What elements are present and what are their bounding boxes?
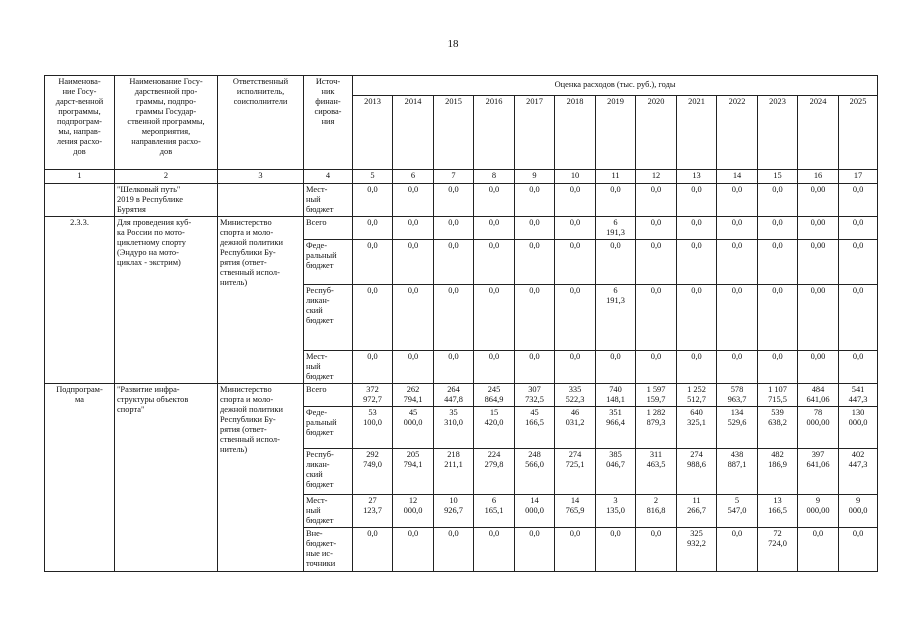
expense-value: 0,0 (839, 351, 878, 384)
expense-value: 0,0 (636, 351, 677, 384)
program-code: Подпрограм- ма (45, 384, 115, 572)
header-program: Наименова- ние Госу- дарст-венной программы, подпрограм- мы, направ- ления расхо- дов (45, 76, 115, 170)
executor-name: Министерство спорта и моло- дежной политики Республики Бу- рятия (ответ- ственный испол- нитель) (218, 384, 304, 572)
column-number: 1 (45, 170, 115, 184)
expense-value: 541 447,3 (839, 384, 878, 407)
funding-source: Феде- ральный бюджет (304, 240, 353, 285)
expense-value: 0,0 (839, 217, 878, 240)
expense-value: 0,0 (677, 351, 717, 384)
funding-source: Всего (304, 217, 353, 240)
column-number: 13 (677, 170, 717, 184)
expense-value: 53 100,0 (353, 407, 393, 449)
expense-value: 325 932,2 (677, 528, 717, 572)
page-number: 18 (447, 38, 459, 50)
expense-value: 0,0 (758, 240, 798, 285)
expense-value: 0,0 (353, 217, 393, 240)
expense-value: 402 447,3 (839, 449, 878, 495)
expense-value: 9 000,00 (798, 495, 839, 528)
program-code (45, 184, 115, 217)
measure-name: "Шелковый путь" 2019 в Республике Бурятия (115, 184, 218, 217)
funding-source: Мест- ный бюджет (304, 495, 353, 528)
column-number: 3 (218, 170, 304, 184)
year-header: 2019 (596, 96, 636, 170)
expense-value: 0,0 (717, 184, 758, 217)
expense-value: 274 988,6 (677, 449, 717, 495)
expense-value: 6 191,3 (596, 217, 636, 240)
year-header: 2018 (555, 96, 596, 170)
expense-value: 539 638,2 (758, 407, 798, 449)
expense-value: 0,0 (677, 217, 717, 240)
expense-value: 0,0 (677, 240, 717, 285)
expense-value: 0,0 (434, 285, 474, 351)
expense-value: 205 794,1 (393, 449, 434, 495)
expense-value: 307 732,5 (515, 384, 555, 407)
year-header: 2016 (474, 96, 515, 170)
measure-name: Для проведения куб- ка России по мото- циклетному спорту (Эндуро на мото- циклах - экстрим) (115, 217, 218, 384)
expense-value: 13 166,5 (758, 495, 798, 528)
funding-source: Вне- бюджет- ные ис- точники (304, 528, 353, 572)
expense-value: 12 000,0 (393, 495, 434, 528)
column-number: 10 (555, 170, 596, 184)
expense-value: 0,0 (393, 240, 434, 285)
expense-value: 72 724,0 (758, 528, 798, 572)
expense-value: 0,0 (636, 240, 677, 285)
expense-value: 0,0 (393, 184, 434, 217)
measure-name: "Развитие инфра- структуры объектов спорта" (115, 384, 218, 572)
expense-value: 0,0 (515, 240, 555, 285)
expense-value: 0,0 (636, 285, 677, 351)
expense-value: 0,0 (839, 184, 878, 217)
column-number: 14 (717, 170, 758, 184)
expense-value: 0,0 (758, 285, 798, 351)
column-number: 12 (636, 170, 677, 184)
expense-value: 0,00 (798, 184, 839, 217)
expense-value: 0,00 (798, 285, 839, 351)
expense-value: 0,0 (474, 351, 515, 384)
expense-value: 1 282 879,3 (636, 407, 677, 449)
expense-value: 6 165,1 (474, 495, 515, 528)
expense-value: 0,0 (758, 184, 798, 217)
expense-value: 335 522,3 (555, 384, 596, 407)
expense-value: 484 641,06 (798, 384, 839, 407)
expense-value: 248 566,0 (515, 449, 555, 495)
expense-value: 0,0 (353, 184, 393, 217)
expense-value: 0,0 (555, 528, 596, 572)
expense-value: 1 597 159,7 (636, 384, 677, 407)
expense-value: 5 547,0 (717, 495, 758, 528)
expense-value: 640 325,1 (677, 407, 717, 449)
expense-value: 0,0 (596, 240, 636, 285)
expense-value: 0,0 (798, 528, 839, 572)
expense-value: 0,0 (353, 240, 393, 285)
column-number: 16 (798, 170, 839, 184)
expense-value: 0,0 (555, 351, 596, 384)
expense-value: 0,0 (555, 240, 596, 285)
expense-value: 0,0 (515, 351, 555, 384)
expense-value: 0,0 (839, 528, 878, 572)
column-number: 9 (515, 170, 555, 184)
expense-value: 372 972,7 (353, 384, 393, 407)
expense-value: 78 000,00 (798, 407, 839, 449)
expense-value: 262 794,1 (393, 384, 434, 407)
expense-value: 0,0 (717, 240, 758, 285)
expense-value: 0,0 (393, 217, 434, 240)
funding-source: Респуб- ликан- ский бюджет (304, 449, 353, 495)
header-executor: Ответственный исполнитель, соисполнители (218, 76, 304, 170)
funding-source: Мест- ный бюджет (304, 351, 353, 384)
header-measure: Наименование Госу- дарственной про- граммы, подпро- граммы Государ- ственной программы, мероприятия, направления расхо- дов (115, 76, 218, 170)
expense-value: 311 463,5 (636, 449, 677, 495)
expense-value: 130 000,0 (839, 407, 878, 449)
expense-value: 45 000,0 (393, 407, 434, 449)
expense-value: 0,0 (353, 528, 393, 572)
expense-value: 218 211,1 (434, 449, 474, 495)
year-header: 2013 (353, 96, 393, 170)
expense-value: 0,0 (434, 240, 474, 285)
expense-value: 0,0 (717, 351, 758, 384)
year-header: 2017 (515, 96, 555, 170)
expense-value: 0,0 (555, 184, 596, 217)
column-number: 15 (758, 170, 798, 184)
expense-value: 274 725,1 (555, 449, 596, 495)
expense-value: 1 252 512,7 (677, 384, 717, 407)
expense-value: 0,0 (393, 285, 434, 351)
expense-value: 0,0 (758, 351, 798, 384)
column-number: 5 (353, 170, 393, 184)
header-estimate: Оценка расходов (тыс. руб.), годы (353, 76, 878, 96)
year-header: 2014 (393, 96, 434, 170)
expense-value: 14 765,9 (555, 495, 596, 528)
expense-value: 1 107 715,5 (758, 384, 798, 407)
expense-value: 0,0 (717, 217, 758, 240)
column-number: 2 (115, 170, 218, 184)
expense-value: 224 279,8 (474, 449, 515, 495)
expense-value: 3 135,0 (596, 495, 636, 528)
expense-value: 0,0 (515, 184, 555, 217)
expense-value: 6 191,3 (596, 285, 636, 351)
expense-value: 264 447,8 (434, 384, 474, 407)
expense-value: 27 123,7 (353, 495, 393, 528)
expense-value: 0,0 (393, 528, 434, 572)
expense-value: 351 966,4 (596, 407, 636, 449)
expense-value: 0,0 (677, 285, 717, 351)
column-number: 8 (474, 170, 515, 184)
expense-value: 14 000,0 (515, 495, 555, 528)
expense-value: 385 046,7 (596, 449, 636, 495)
expense-value: 10 926,7 (434, 495, 474, 528)
expense-value: 740 148,1 (596, 384, 636, 407)
expense-value: 482 186,9 (758, 449, 798, 495)
year-header: 2020 (636, 96, 677, 170)
expense-value: 35 310,0 (434, 407, 474, 449)
expense-value: 0,0 (434, 184, 474, 217)
funding-source: Мест- ный бюджет (304, 184, 353, 217)
expense-value: 0,0 (596, 351, 636, 384)
executor-name (218, 184, 304, 217)
expense-value: 9 000,0 (839, 495, 878, 528)
expense-value: 0,0 (353, 351, 393, 384)
year-header: 2024 (798, 96, 839, 170)
executor-name: Министерство спорта и моло- дежной политики Республики Бу- рятия (ответ- ственный испол- нитель) (218, 217, 304, 384)
expense-value: 0,0 (353, 285, 393, 351)
expense-value: 46 031,2 (555, 407, 596, 449)
column-number: 6 (393, 170, 434, 184)
column-number: 7 (434, 170, 474, 184)
year-header: 2025 (839, 96, 878, 170)
expense-value: 15 420,0 (474, 407, 515, 449)
expense-value: 292 749,0 (353, 449, 393, 495)
expense-value: 0,0 (515, 528, 555, 572)
expense-value: 0,0 (515, 217, 555, 240)
budget-table (44, 75, 878, 572)
year-header: 2021 (677, 96, 717, 170)
expense-value: 0,0 (839, 285, 878, 351)
year-header: 2015 (434, 96, 474, 170)
expense-value: 134 529,6 (717, 407, 758, 449)
expense-value: 0,0 (596, 528, 636, 572)
expense-value: 45 166,5 (515, 407, 555, 449)
expense-value: 578 963,7 (717, 384, 758, 407)
expense-value: 0,0 (474, 240, 515, 285)
table-row (45, 217, 878, 240)
expense-value: 0,0 (434, 351, 474, 384)
expense-value: 438 887,1 (717, 449, 758, 495)
funding-source: Респуб- ликан- ский бюджет (304, 285, 353, 351)
expense-value: 0,0 (758, 217, 798, 240)
expense-value: 0,0 (677, 184, 717, 217)
expense-value: 0,0 (393, 351, 434, 384)
expense-value: 11 266,7 (677, 495, 717, 528)
header-source: Источ- ник финан- сирова- ния (304, 76, 353, 170)
expense-value: 0,00 (798, 351, 839, 384)
expense-value: 0,0 (636, 217, 677, 240)
expense-value: 0,0 (596, 184, 636, 217)
expense-value: 245 864,9 (474, 384, 515, 407)
funding-source: Всего (304, 384, 353, 407)
expense-value: 0,0 (555, 285, 596, 351)
expense-value: 0,0 (717, 528, 758, 572)
expense-value: 0,0 (474, 184, 515, 217)
year-header: 2023 (758, 96, 798, 170)
expense-value: 0,0 (839, 240, 878, 285)
column-number: 11 (596, 170, 636, 184)
column-number: 17 (839, 170, 878, 184)
expense-value: 0,0 (555, 217, 596, 240)
program-code: 2.3.3. (45, 217, 115, 384)
expense-value: 0,0 (474, 285, 515, 351)
expense-value: 2 816,8 (636, 495, 677, 528)
funding-source: Феде- ральный бюджет (304, 407, 353, 449)
table-row (45, 184, 878, 217)
year-header: 2022 (717, 96, 758, 170)
expense-value: 0,00 (798, 240, 839, 285)
expense-value: 0,0 (474, 528, 515, 572)
expense-value: 0,0 (434, 528, 474, 572)
expense-value: 0,0 (636, 528, 677, 572)
expense-value: 0,00 (798, 217, 839, 240)
column-number: 4 (304, 170, 353, 184)
expense-value: 0,0 (717, 285, 758, 351)
expense-value: 397 641,06 (798, 449, 839, 495)
expense-value: 0,0 (515, 285, 555, 351)
expense-value: 0,0 (474, 217, 515, 240)
expense-value: 0,0 (434, 217, 474, 240)
expense-value: 0,0 (636, 184, 677, 217)
table-row (45, 384, 878, 407)
